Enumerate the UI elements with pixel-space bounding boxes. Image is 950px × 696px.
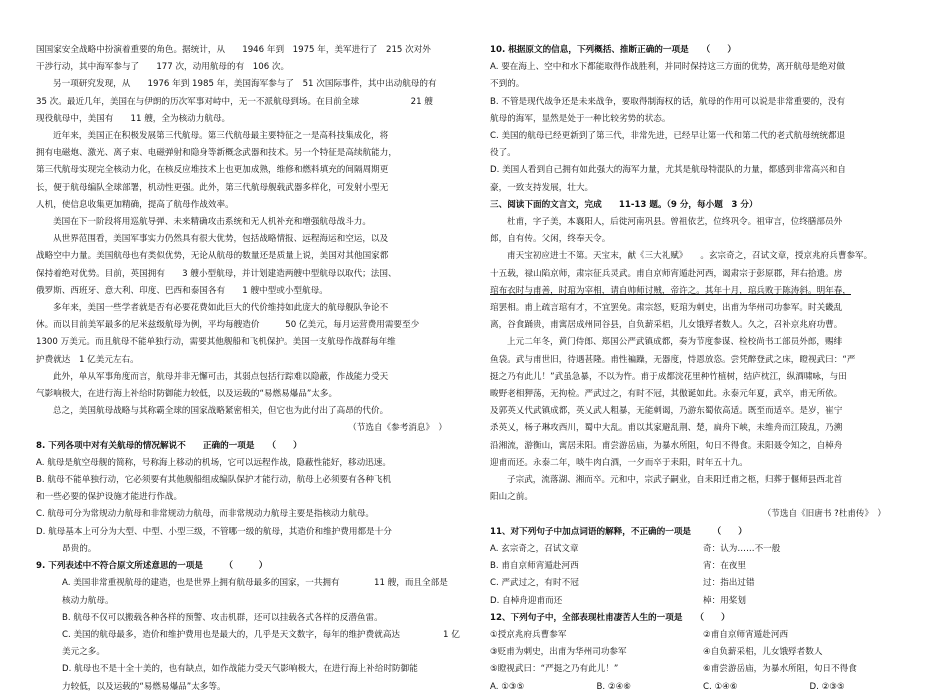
passage-source: （节选自《参考消息》 ）	[348, 423, 447, 434]
question-9-option: 美元之多。	[62, 647, 105, 658]
question-10-option[interactable]: B. 不管是现代战争还是未来战争，要取得制海权的话，航母的作用可以说是非常重要的，没有	[490, 96, 846, 107]
question-12-choice[interactable]: A. ①③⑤	[490, 681, 525, 692]
passage-line: 气影响极大，在进行海上补给时防御能力较低，以及运载的“易燃易爆品”太多。	[36, 389, 338, 400]
right-column	[490, 42, 916, 696]
question-11-option[interactable]: D. 自棹舟迎甫而还	[490, 595, 563, 606]
classical-line: 阳山之前。	[490, 492, 533, 503]
classical-line: 杀英乂，杨子琳攻西川，蜀中大乱。甫以其家避乱荆、楚，扁舟下峡，未维舟而江陵乱，乃溯	[490, 423, 843, 434]
passage-line: 总之，美国航母战略与其称霸全球的国家战略紧密相关，但它也为此付出了高昂的代价。	[53, 406, 389, 417]
question-10-stem: 10. 根据原文的信息，下列概括、推断正确的一项是 （ ）	[490, 45, 736, 55]
classical-line: 杜甫，字子美，本襄阳人，后徙河南巩县。曾祖依艺，位终巩令。祖审言，位终膳部员外	[507, 217, 843, 228]
question-9-option[interactable]: A. 美国非常重视航母的建造，也是世界上拥有航母最多的国家，一共拥有 11 艘，而且全部是	[62, 578, 448, 589]
question-8-option: 昂贵的。	[62, 543, 97, 554]
classical-line: 沿湘流，游衡山，寓居耒阳。甫尝游岳庙，为暴水所阻，旬日不得食。耒阳聂令知之，自棹舟	[490, 440, 843, 451]
question-12-items	[490, 627, 916, 679]
passage-line: 长，便于航母编队全球部署，机动性更强。此外，第三代航母舰载武器多样化，可发射小型无	[36, 182, 389, 193]
passage-line: 多年来，美国一些学者就是否有必要花费如此巨大的代价维持如此庞大的航母舰队争论不	[53, 303, 389, 314]
classical-line: 子宗武，流落湖、湘而卒。元和中，宗武子嗣业，自耒阳迁甫之柩，归葬于偃师县西北首	[507, 475, 843, 486]
question-12-choice[interactable]: D. ②③⑤	[809, 681, 845, 692]
question-10-option: 不到的。	[490, 79, 525, 90]
question-9-option[interactable]: B. 航母不仅可以搬载各种各样的预警、攻击机群，还可以挂载各式各样的反潜鱼雷。	[62, 612, 383, 623]
passage-line: 现役航母中，美国有 11 艘，全为核动力航母。	[36, 113, 231, 124]
question-8-option[interactable]: A. 航母是航空母舰的简称，号称海上移动的机场，它可以远程作战，隐蔽性能好，移动迅速。	[36, 457, 391, 468]
classical-line: 上元二年冬，黄门侍郎、郑国公严武镇成都，奏为节度参谋、检校尚书工部员外郎，赐绯	[507, 337, 843, 348]
question-9-stem: 9. 下列表述中不符合原文所述意思的一项是 （ ）	[36, 561, 268, 572]
classical-line: 十五载，禄山陷京师，肃宗征兵灵武。甫自京师宵遁赴河西，谒肃宗于彭原郡，拜右拾遗。房	[490, 268, 843, 279]
passage-line: 第三代航母实现完全核动力化，在核反应堆技术上也更加成熟，维修和燃料填充的间隔周期更	[36, 165, 389, 176]
passage-line: 此外，单从军事角度而言，航母并非无懈可击，其弱点包括行踪难以隐蔽，作战能力受天	[53, 371, 389, 382]
question-11-gloss: 过：指出过错	[703, 578, 755, 589]
question-10-option[interactable]: C. 美国的航母已经更新到了第三代，非常先进，已经早让第一代和第二代的老式航母统统都退	[490, 131, 846, 142]
question-11-gloss: 棹：用桨划	[703, 595, 746, 606]
passage-line: 俄罗斯、西班牙、意大利、印度、巴西和泰国各有 1 艘中型或小型航母。	[36, 285, 328, 296]
question-12-item: ④自负薪采梠，儿女饿殍者数人	[703, 647, 823, 658]
classical-line-underlined: 琯布衣时与甫善，时琯为宰相，请自帅师讨贼，帝许之。其年十月，琯兵败于陈涛斜。明年春，	[490, 285, 851, 296]
question-11-option[interactable]: B. 甫自京师宵遁赴河西	[490, 561, 579, 572]
passage-line: 休。而以目前美军最多的尼米兹级航母为例，平均每艘造价 50 亿美元，每月运营费用需要至少	[36, 320, 420, 331]
classical-line: 挺之乃有此儿！”武虽急暴，不以为忤。甫于成都浣花里种竹植树，结庐枕江，纵酒啸咏，与田	[490, 371, 847, 382]
question-11-stem: 11、对下列句子中加点词语的解释，不正确的一项是 （ ）	[490, 526, 747, 537]
question-12-item: ⑤瞪视武曰：“严挺之乃有此儿！”	[490, 664, 619, 675]
question-9-option: 核动力航母。	[62, 595, 114, 606]
question-8-stem: 8. 下列各项中对有关航母的情况解说不 正确的一项是 （ ）	[36, 440, 302, 451]
question-9-option[interactable]: D. 航母也不是十全十美的，也有缺点，如作战能力受天气影响极大，在进行海上补给时防御能	[62, 664, 418, 675]
question-12-item: ①授京兆府兵曹参军	[490, 629, 567, 640]
question-8-option[interactable]: C. 航母可分为常规动力航母和非常规动力航母，而非常规动力航母主要是指核动力航母。	[36, 509, 375, 520]
question-10-option: 航母的海军，显然是处于一种比较劣势的状态。	[490, 113, 671, 124]
question-10-option: 役了。	[490, 148, 516, 159]
passage-line: 35 次。最近几年，美国在与伊朗的历次军事对峙中，无一不派航母到场。在目前全球 21 艘	[36, 96, 433, 107]
classical-line: 甫天宝初应进士不第。天宝末，献《三大礼赋》 。玄宗奇之，召试文章，授京兆府兵曹参军。	[507, 251, 873, 262]
question-12-item: ⑥甫尝游岳庙，为暴水所阻，旬日不得食	[703, 664, 857, 675]
question-10-option[interactable]: A. 要在海上、空中和水下都能取得作战胜利，并同时保持这三方面的优势，离开航母是绝对做	[490, 62, 845, 73]
passage-line: 美国在下一阶段将用巡航导弹、未来精确攻击系统和无人机补充和增强航母战斗力。	[53, 217, 371, 228]
question-12-item: ②甫自京师宵遁赴河西	[703, 629, 789, 640]
passage-line: 另一项研究发现，从 1976 年到 1985 年，美国海军参与了 51 次国际事件，其中出动航母的有	[53, 79, 437, 90]
classical-line: 离，谷食踊贵，甫寓居成州同谷县，自负薪采梠，儿女饿殍者数人。久之，召补京兆府功曹。	[490, 320, 843, 331]
passage-line: 1300 万美元。而且航母不能单独行动，需要其他舰船和飞机保护。美国一支航母作战群每年维	[36, 337, 396, 348]
question-10-option[interactable]: D. 美国人看到自己拥有如此强大的海军力量，尤其是航母特混队的力量，都感到非常高兴和自	[490, 165, 846, 176]
passage-line: 拥有电磁炮、激光、离子束、电磁弹射和隐身等新概念武器和技术。另一个特征是高续航能力，	[36, 148, 397, 159]
question-9-option[interactable]: C. 美国的航母最多，造价和维护费用也是最大的，几乎是天文数字，每年的维护费就高达 1 亿	[62, 629, 460, 640]
question-11-options	[490, 541, 916, 610]
passage-line: 近年来，美国正在积极发展第三代航母。第三代航母最主要特征之一是高科技集成化，将	[53, 131, 389, 142]
passage-line: 战略空中力量。美国航母也有类似优势，无论从航母的数量还是质量上说，美国对其他国家都	[36, 251, 389, 262]
classical-line: 及郭英乂代武镇成都，英乂武人粗暴，无能刺谒，乃游东蜀依高适。既至而适卒。是岁，崔宁	[490, 406, 843, 417]
question-9-option: 力较低，以及运载的“易燃易爆品”太多等。	[62, 681, 226, 692]
question-11-option[interactable]: C. 严武过之，有时不冠	[490, 578, 579, 589]
classical-source: （节选自《旧唐书 ?杜甫传》 ）	[762, 509, 886, 520]
section-3-heading: 三、阅读下面的文言文，完成 11-13 题。（9 分，每小题 3 分）	[490, 199, 758, 210]
classical-line: 琯罢相。甫上疏言琯有才，不宜罢免。肃宗怒，贬琯为刺史，出甫为华州司功参军。时关畿乱	[490, 303, 843, 314]
question-12-choice[interactable]: C. ①④⑥	[703, 681, 738, 692]
question-12-item: ③贬甫为刺史，出甫为华州司功参军	[490, 647, 627, 658]
question-12-stem: 12、下列句子中，全部表现杜甫凄苦人生的一项是 （ ）	[490, 612, 730, 623]
question-12-choices	[490, 679, 916, 696]
classical-line: 鱼袋。武与甫世旧，待遇甚隆。甫性褊躁，无器度，恃恩放恣。尝凭醉登武之床，瞪视武曰：“严	[490, 354, 856, 365]
question-11-gloss: 奇：认为……不一般	[703, 543, 781, 554]
passage-line: 国国家安全战略中扮演着重要的角色。据统计，从 1946 年到 1975 年，美军进行了 215 次对外	[36, 45, 431, 55]
classical-line: 迎甫而还。永泰二年，啖牛肉白酒，一夕而卒于耒阳，时年五十九。	[490, 457, 748, 468]
question-12-choice[interactable]: B. ②④⑥	[596, 681, 631, 692]
question-11-option[interactable]: A. 玄宗奇之，召试文章	[490, 543, 579, 554]
classical-line: 郎，自有传。父闲，终奉天令。	[490, 234, 611, 245]
classical-line: 畯野老相狎荡，无拘检。严武过之，有时不冠，其傲诞如此。永泰元年夏，武卒，甫无所依。	[490, 389, 843, 400]
left-column	[36, 42, 459, 696]
question-8-option[interactable]: B. 航母不能单独行动，它必须要有其他舰船组成编队保护才能行动，航母上必须要有各种飞机	[36, 475, 392, 486]
question-8-option[interactable]: D. 航母基本上可分为大型、中型、小型三级，不管哪一级的航母，其造价和维护费用都是十分	[36, 526, 392, 537]
passage-line: 人机，使信息收集更加精确，提高了航母作战效率。	[36, 199, 234, 210]
passage-line: 从世界范围看，美国军事实力仍然具有很大优势，包括战略情报、远程海运和空运，以及	[53, 234, 389, 245]
passage-line: 护费就达 1 亿美元左右。	[36, 354, 139, 365]
passage-line: 干涉行动，其中海军参与了 177 次，动用航母的有 106 次。	[36, 62, 290, 73]
question-10-option: 豪，一致支持发展，壮大。	[490, 182, 594, 193]
question-8-option: 和一些必要的保护设施才能进行作战。	[36, 492, 183, 503]
passage-line: 保持着绝对优势。目前，英国拥有 3 艘小型航母，并计划建造两艘中型航母以取代；法国、	[36, 268, 397, 279]
question-11-gloss: 宵：在夜里	[703, 561, 746, 572]
